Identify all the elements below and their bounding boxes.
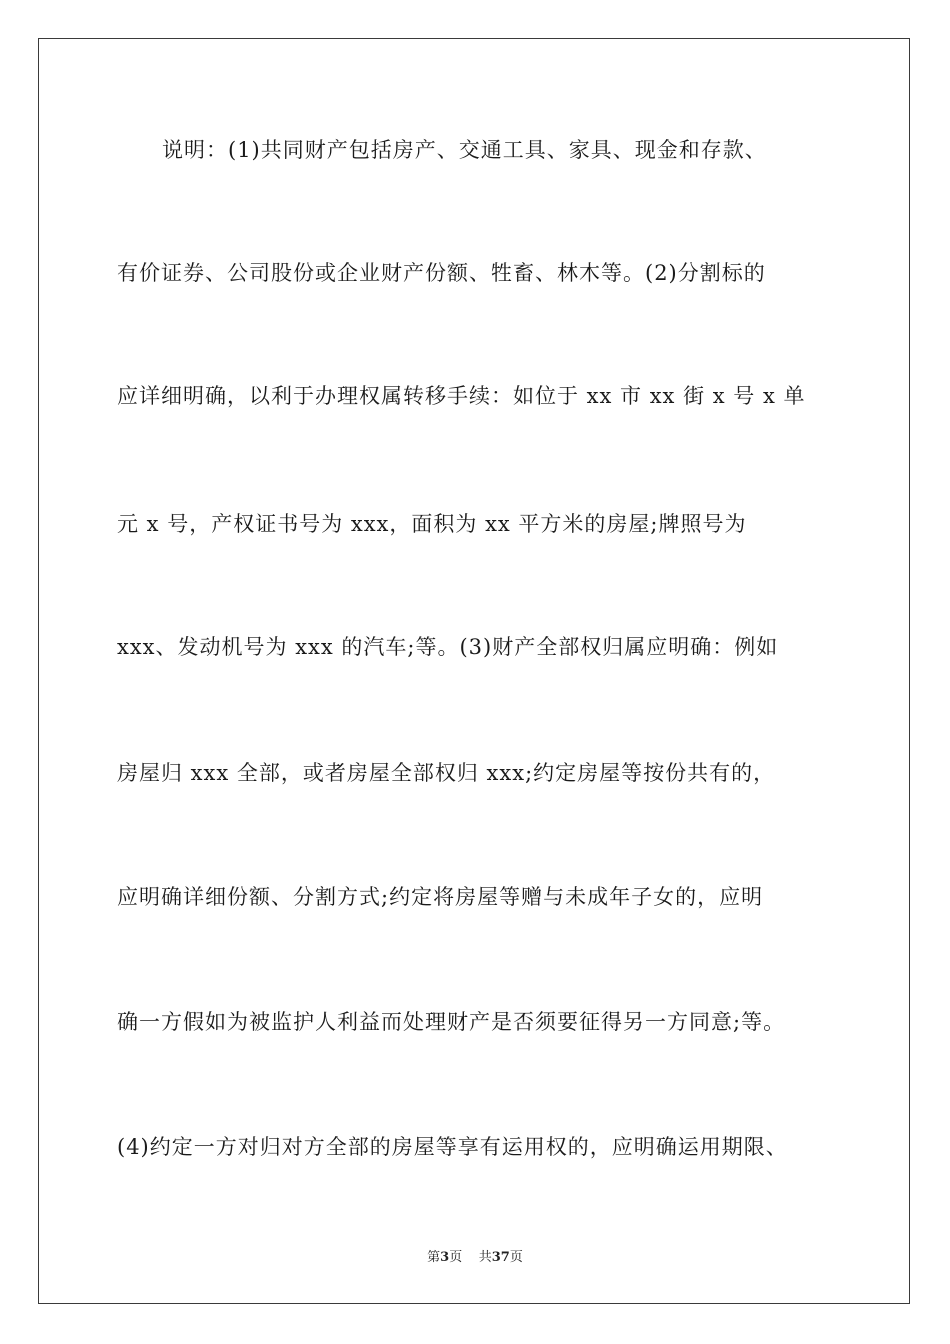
page-border bbox=[38, 38, 910, 1304]
footer-page-unit: 页 bbox=[449, 1250, 463, 1265]
footer-total-unit: 页 bbox=[509, 1250, 523, 1265]
paragraph-line-9: (4)约定一方对归对方全部的房屋等享有运用权的，应明确运用期限、 bbox=[117, 1135, 788, 1159]
paragraph-line-4: 元 x 号，产权证书号为 xxx，面积为 xx 平方米的房屋;牌照号为 bbox=[117, 512, 747, 536]
paragraph-line-6: 房屋归 xxx 全部，或者房屋全部权归 xxx;约定房屋等按份共有的， bbox=[117, 761, 776, 785]
footer-total-pages: 37 bbox=[491, 1250, 510, 1265]
page-footer bbox=[0, 1246, 950, 1265]
paragraph-line-5: xxx、发动机号为 xxx 的汽车;等。(3)财产全部权归属应明确：例如 bbox=[117, 635, 779, 659]
footer-page-number: 3 bbox=[440, 1250, 450, 1265]
paragraph-line-3: 应详细明确，以利于办理权属转移手续：如位于 xx 市 xx 街 x 号 x 单 bbox=[117, 384, 806, 408]
paragraph-line-8: 确一方假如为被监护人利益而处理财产是否须要征得另一方同意;等。 bbox=[117, 1010, 786, 1034]
footer-total-prefix: 共 bbox=[478, 1250, 492, 1265]
paragraph-line-7: 应明确详细份额、分割方式;约定将房屋等赠与未成年子女的，应明 bbox=[117, 885, 764, 909]
footer-page-prefix: 第 bbox=[427, 1250, 441, 1265]
paragraph-line-1: 说明：(1)共同财产包括房产、交通工具、家具、现金和存款、 bbox=[162, 138, 767, 162]
paragraph-line-2: 有价证券、公司股份或企业财产份额、牲畜、林木等。(2)分割标的 bbox=[117, 261, 766, 285]
